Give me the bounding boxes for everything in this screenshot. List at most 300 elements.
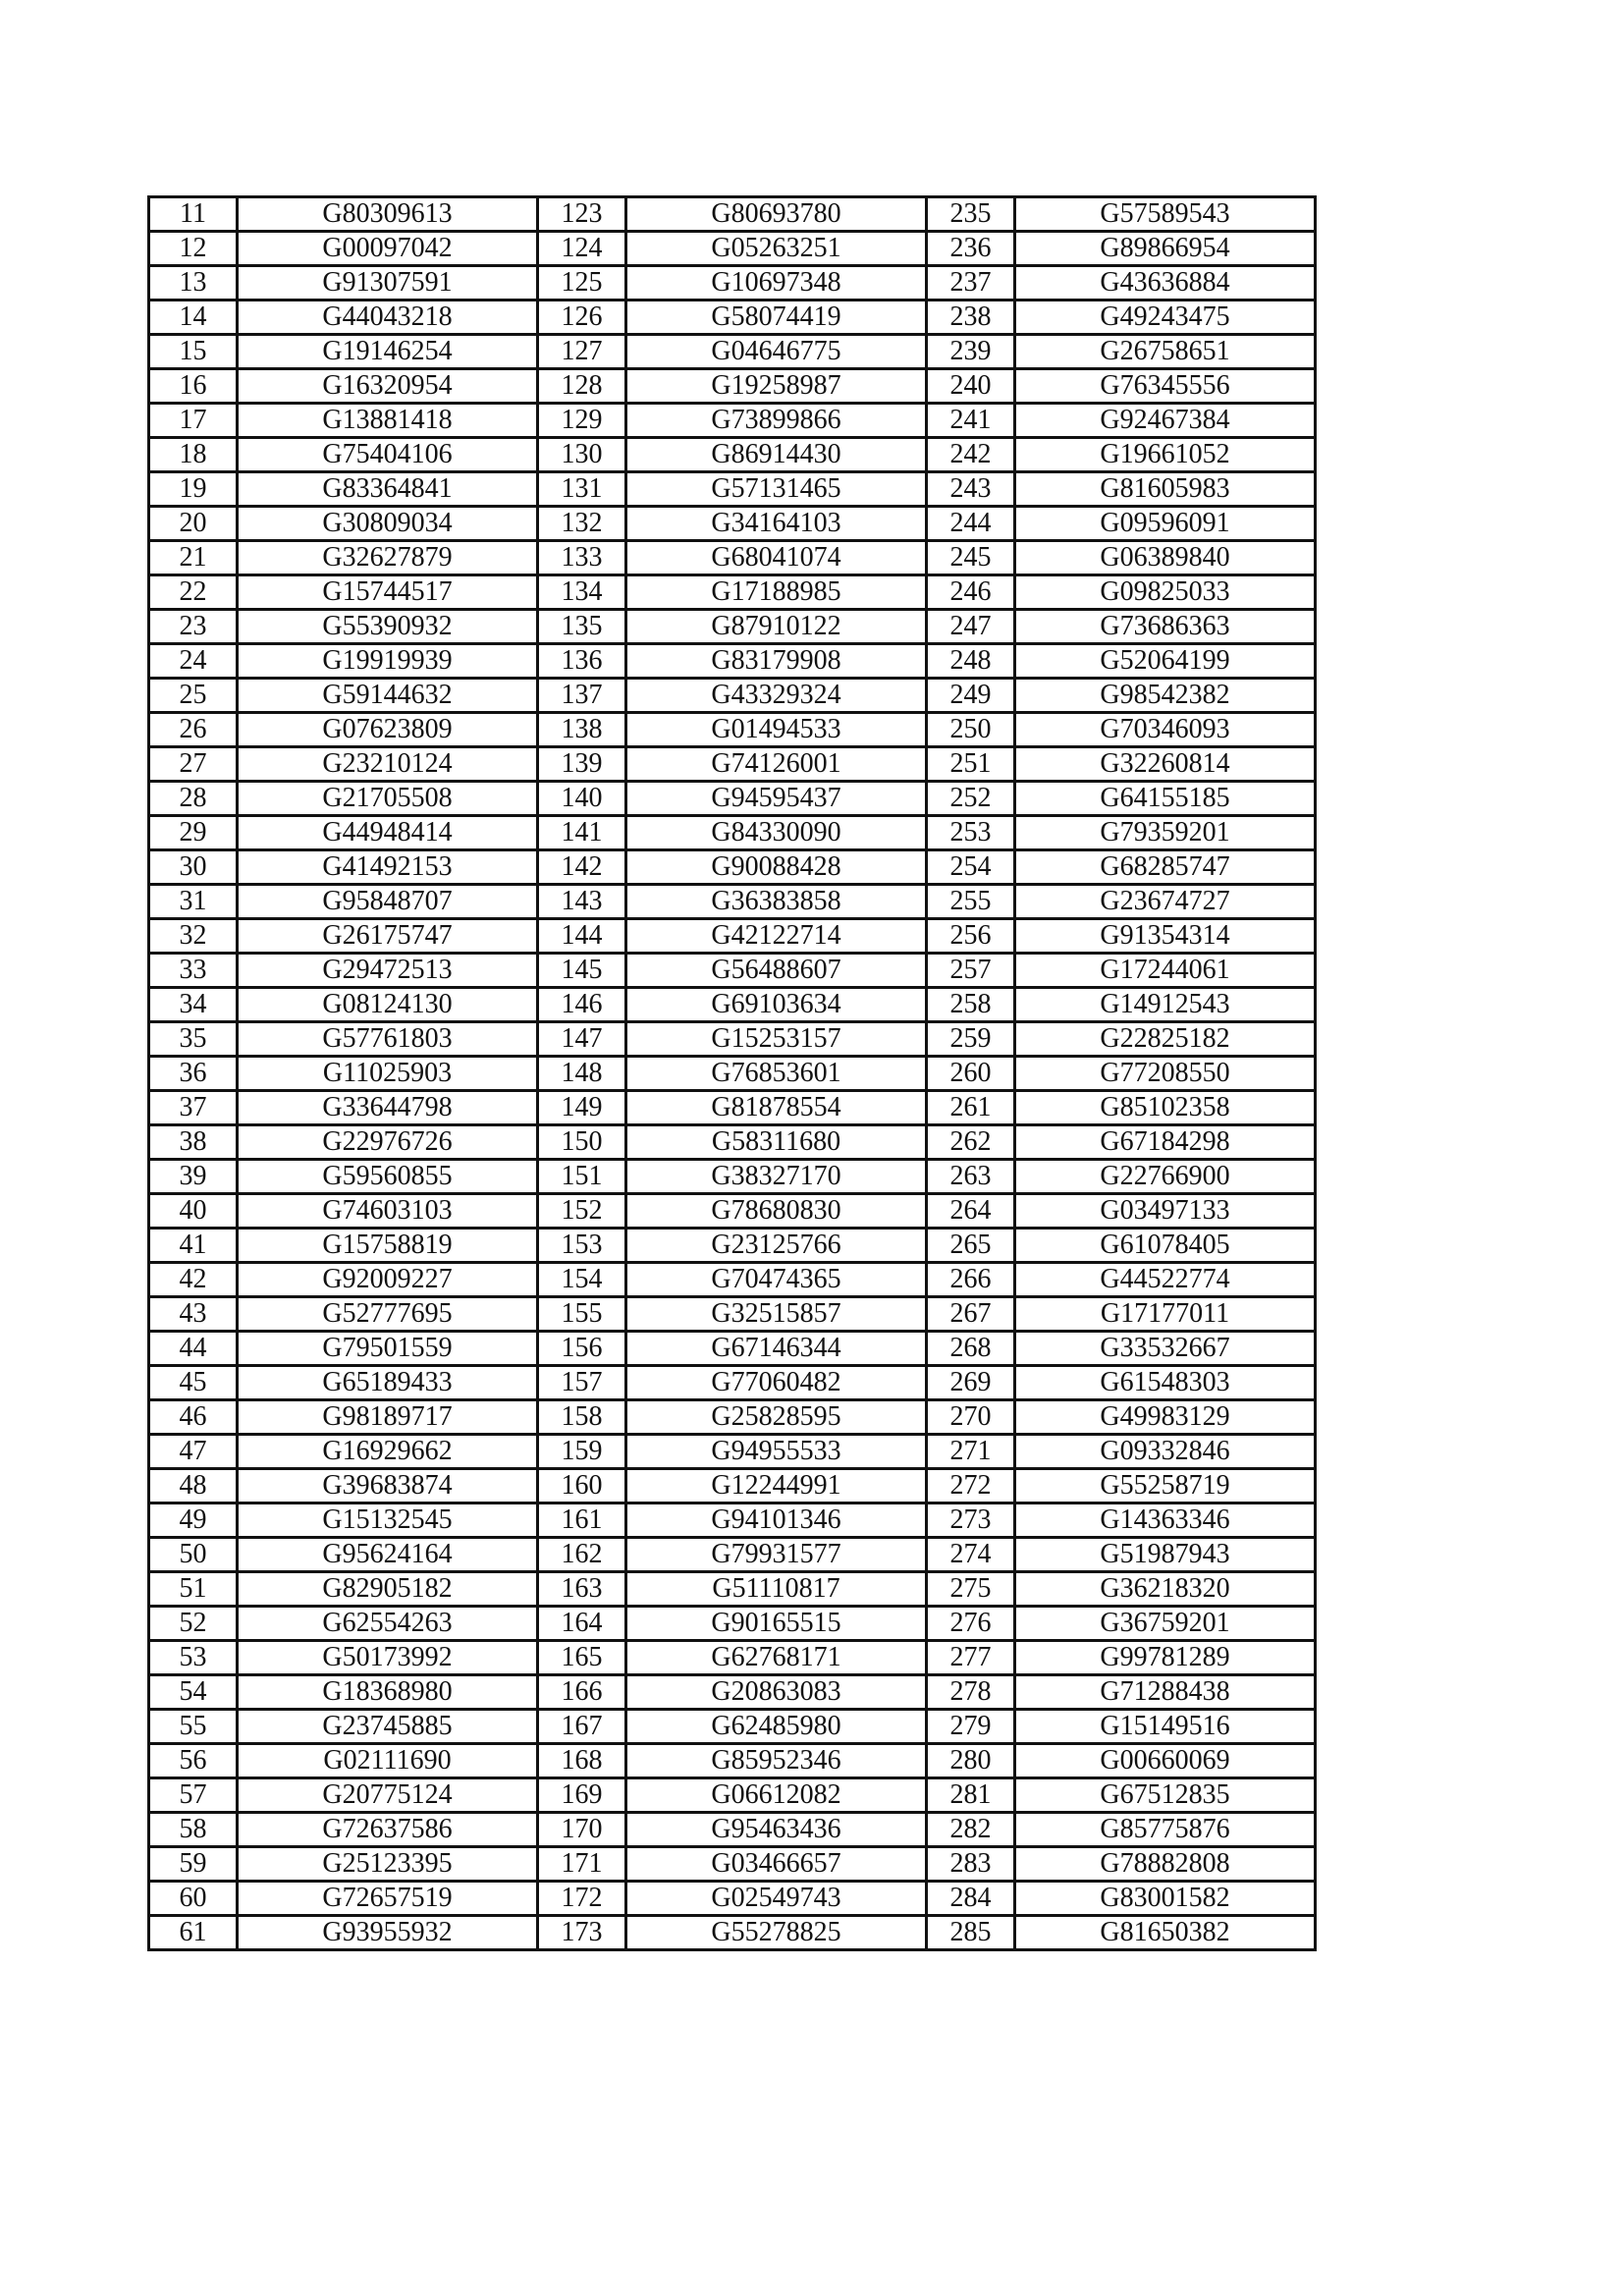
code-cell: G75404106	[238, 438, 538, 472]
serial-number-cell: 131	[538, 472, 626, 507]
table-row	[149, 1675, 1316, 1710]
serial-number-cell: 128	[538, 369, 626, 404]
code-cell: G18368980	[238, 1675, 538, 1710]
code-cell: G34164103	[626, 507, 927, 541]
code-cell: G09596091	[1015, 507, 1316, 541]
serial-number-cell: 53	[149, 1641, 238, 1675]
serial-number-cell: 139	[538, 747, 626, 782]
serial-number-cell: 242	[927, 438, 1015, 472]
code-cell: G16320954	[238, 369, 538, 404]
code-cell: G79359201	[1015, 816, 1316, 850]
code-cell: G23745885	[238, 1710, 538, 1744]
code-cell: G00660069	[1015, 1744, 1316, 1778]
serial-number-cell: 42	[149, 1263, 238, 1297]
table-row	[149, 232, 1316, 266]
serial-number-cell: 153	[538, 1229, 626, 1263]
code-cell: G91307591	[238, 266, 538, 301]
table-row	[149, 1744, 1316, 1778]
serial-number-cell: 45	[149, 1366, 238, 1400]
code-cell: G67146344	[626, 1332, 927, 1366]
serial-number-cell: 61	[149, 1916, 238, 1950]
code-cell: G62554263	[238, 1607, 538, 1641]
serial-number-cell: 127	[538, 335, 626, 369]
code-cell: G72637586	[238, 1813, 538, 1847]
serial-number-cell: 32	[149, 919, 238, 954]
code-cell: G22825182	[1015, 1022, 1316, 1057]
table-row	[149, 472, 1316, 507]
serial-number-cell: 240	[927, 369, 1015, 404]
serial-number-cell: 257	[927, 954, 1015, 988]
code-cell: G43329324	[626, 679, 927, 713]
serial-number-cell: 138	[538, 713, 626, 747]
code-cell: G72657519	[238, 1882, 538, 1916]
code-cell: G81650382	[1015, 1916, 1316, 1950]
code-cell: G04646775	[626, 335, 927, 369]
table-row	[149, 541, 1316, 575]
code-cell: G85102358	[1015, 1091, 1316, 1125]
code-cell: G86914430	[626, 438, 927, 472]
code-cell: G95848707	[238, 885, 538, 919]
table-row	[149, 644, 1316, 679]
code-cell: G10697348	[626, 266, 927, 301]
table-row	[149, 713, 1316, 747]
serial-number-cell: 279	[927, 1710, 1015, 1744]
serial-number-cell: 134	[538, 575, 626, 610]
code-cell: G55278825	[626, 1916, 927, 1950]
code-cell: G93955932	[238, 1916, 538, 1950]
serial-number-cell: 19	[149, 472, 238, 507]
code-cell: G62485980	[626, 1710, 927, 1744]
code-cell: G26758651	[1015, 335, 1316, 369]
serial-number-cell: 48	[149, 1469, 238, 1503]
code-cell: G36759201	[1015, 1607, 1316, 1641]
code-cell: G12244991	[626, 1469, 927, 1503]
code-cell: G19258987	[626, 369, 927, 404]
code-cell: G09825033	[1015, 575, 1316, 610]
serial-number-cell: 43	[149, 1297, 238, 1332]
code-cell: G79501559	[238, 1332, 538, 1366]
table-row	[149, 1538, 1316, 1572]
code-cell: G44948414	[238, 816, 538, 850]
serial-number-cell: 158	[538, 1400, 626, 1435]
code-cell: G59144632	[238, 679, 538, 713]
serial-number-cell: 149	[538, 1091, 626, 1125]
serial-number-cell: 54	[149, 1675, 238, 1710]
serial-number-cell: 135	[538, 610, 626, 644]
table-row	[149, 1813, 1316, 1847]
serial-number-cell: 273	[927, 1503, 1015, 1538]
code-cell: G08124130	[238, 988, 538, 1022]
serial-number-cell: 268	[927, 1332, 1015, 1366]
serial-number-cell: 41	[149, 1229, 238, 1263]
serial-number-cell: 259	[927, 1022, 1015, 1057]
serial-number-cell: 40	[149, 1194, 238, 1229]
code-cell: G23210124	[238, 747, 538, 782]
serial-number-cell: 130	[538, 438, 626, 472]
code-cell: G26175747	[238, 919, 538, 954]
serial-number-cell: 16	[149, 369, 238, 404]
table-row	[149, 747, 1316, 782]
serial-number-cell: 144	[538, 919, 626, 954]
code-cell: G74603103	[238, 1194, 538, 1229]
serial-number-cell: 22	[149, 575, 238, 610]
code-cell: G36218320	[1015, 1572, 1316, 1607]
serial-number-cell: 148	[538, 1057, 626, 1091]
table-row	[149, 266, 1316, 301]
code-cell: G90165515	[626, 1607, 927, 1641]
serial-number-cell: 152	[538, 1194, 626, 1229]
serial-number-cell: 142	[538, 850, 626, 885]
serial-number-cell: 129	[538, 404, 626, 438]
table-row	[149, 1469, 1316, 1503]
code-cell: G43636884	[1015, 266, 1316, 301]
table-row	[149, 1194, 1316, 1229]
code-cell: G94955533	[626, 1435, 927, 1469]
serial-number-cell: 26	[149, 713, 238, 747]
serial-number-cell: 147	[538, 1022, 626, 1057]
code-cell: G58074419	[626, 301, 927, 335]
table-row	[149, 1710, 1316, 1744]
code-cell: G25123395	[238, 1847, 538, 1882]
code-cell: G80309613	[238, 197, 538, 232]
serial-number-cell: 52	[149, 1607, 238, 1641]
code-cell: G15253157	[626, 1022, 927, 1057]
serial-number-cell: 235	[927, 197, 1015, 232]
serial-number-cell: 243	[927, 472, 1015, 507]
table-row	[149, 1297, 1316, 1332]
code-cell: G00097042	[238, 232, 538, 266]
serial-number-cell: 145	[538, 954, 626, 988]
table-row	[149, 575, 1316, 610]
code-cell: G61078405	[1015, 1229, 1316, 1263]
serial-number-cell: 124	[538, 232, 626, 266]
code-cell: G92009227	[238, 1263, 538, 1297]
serial-number-cell: 125	[538, 266, 626, 301]
code-cell: G16929662	[238, 1435, 538, 1469]
serial-number-cell: 51	[149, 1572, 238, 1607]
code-cell: G55390932	[238, 610, 538, 644]
serial-number-cell: 55	[149, 1710, 238, 1744]
serial-number-cell: 60	[149, 1882, 238, 1916]
code-cell: G94101346	[626, 1503, 927, 1538]
serial-number-cell: 275	[927, 1572, 1015, 1607]
serial-number-cell: 11	[149, 197, 238, 232]
serial-number-cell: 244	[927, 507, 1015, 541]
serial-number-cell: 36	[149, 1057, 238, 1091]
table-row	[149, 919, 1316, 954]
code-cell: G33532667	[1015, 1332, 1316, 1366]
serial-number-cell: 15	[149, 335, 238, 369]
table-body	[149, 197, 1316, 1950]
serial-number-cell: 237	[927, 266, 1015, 301]
code-cell: G44043218	[238, 301, 538, 335]
serial-number-cell: 251	[927, 747, 1015, 782]
serial-number-cell: 154	[538, 1263, 626, 1297]
table-row	[149, 1125, 1316, 1160]
serial-number-cell: 44	[149, 1332, 238, 1366]
code-cell: G09332846	[1015, 1435, 1316, 1469]
serial-number-cell: 167	[538, 1710, 626, 1744]
serial-number-cell: 164	[538, 1607, 626, 1641]
serial-number-cell: 21	[149, 541, 238, 575]
table-row	[149, 1607, 1316, 1641]
serial-number-cell: 284	[927, 1882, 1015, 1916]
serial-number-cell: 38	[149, 1125, 238, 1160]
code-cell: G74126001	[626, 747, 927, 782]
serial-number-cell: 283	[927, 1847, 1015, 1882]
code-cell: G58311680	[626, 1125, 927, 1160]
code-cell: G99781289	[1015, 1641, 1316, 1675]
code-cell: G57589543	[1015, 197, 1316, 232]
table-row	[149, 507, 1316, 541]
code-cell: G22976726	[238, 1125, 538, 1160]
serial-number-cell: 264	[927, 1194, 1015, 1229]
serial-number-cell: 249	[927, 679, 1015, 713]
serial-number-cell: 281	[927, 1778, 1015, 1813]
code-cell: G19661052	[1015, 438, 1316, 472]
code-cell: G25828595	[626, 1400, 927, 1435]
table-row	[149, 1847, 1316, 1882]
code-cell: G92467384	[1015, 404, 1316, 438]
serial-number-cell: 27	[149, 747, 238, 782]
code-cell: G15744517	[238, 575, 538, 610]
serial-number-cell: 258	[927, 988, 1015, 1022]
serial-number-cell: 33	[149, 954, 238, 988]
code-cell: G70346093	[1015, 713, 1316, 747]
serial-number-cell: 30	[149, 850, 238, 885]
code-cell: G23125766	[626, 1229, 927, 1263]
table-row	[149, 1572, 1316, 1607]
serial-number-cell: 253	[927, 816, 1015, 850]
serial-number-cell: 254	[927, 850, 1015, 885]
code-cell: G52064199	[1015, 644, 1316, 679]
code-cell: G64155185	[1015, 782, 1316, 816]
code-cell: G29472513	[238, 954, 538, 988]
code-cell: G49983129	[1015, 1400, 1316, 1435]
code-cell: G70474365	[626, 1263, 927, 1297]
serial-number-cell: 255	[927, 885, 1015, 919]
serial-number-cell: 271	[927, 1435, 1015, 1469]
serial-number-cell: 155	[538, 1297, 626, 1332]
code-cell: G83179908	[626, 644, 927, 679]
serial-number-cell: 262	[927, 1125, 1015, 1160]
code-cell: G55258719	[1015, 1469, 1316, 1503]
serial-number-cell: 47	[149, 1435, 238, 1469]
code-cell: G33644798	[238, 1091, 538, 1125]
code-cell: G79931577	[626, 1538, 927, 1572]
code-cell: G22766900	[1015, 1160, 1316, 1194]
code-cell: G41492153	[238, 850, 538, 885]
serial-number-cell: 17	[149, 404, 238, 438]
table-row	[149, 988, 1316, 1022]
code-cell: G68041074	[626, 541, 927, 575]
serial-number-cell: 263	[927, 1160, 1015, 1194]
table-row	[149, 1022, 1316, 1057]
table-row	[149, 1263, 1316, 1297]
serial-number-cell: 285	[927, 1916, 1015, 1950]
code-cell: G56488607	[626, 954, 927, 988]
code-cell: G19919939	[238, 644, 538, 679]
serial-number-cell: 34	[149, 988, 238, 1022]
code-cell: G49243475	[1015, 301, 1316, 335]
serial-number-cell: 274	[927, 1538, 1015, 1572]
serial-number-cell: 236	[927, 232, 1015, 266]
code-cell: G85775876	[1015, 1813, 1316, 1847]
code-cell: G50173992	[238, 1641, 538, 1675]
serial-number-cell: 166	[538, 1675, 626, 1710]
serial-number-cell: 245	[927, 541, 1015, 575]
code-cell: G36383858	[626, 885, 927, 919]
table-row	[149, 1091, 1316, 1125]
table-row	[149, 954, 1316, 988]
code-cell: G01494533	[626, 713, 927, 747]
code-cell: G32515857	[626, 1297, 927, 1332]
code-cell: G39683874	[238, 1469, 538, 1503]
table-row	[149, 404, 1316, 438]
serial-number-cell: 238	[927, 301, 1015, 335]
code-cell: G80693780	[626, 197, 927, 232]
serial-number-cell: 50	[149, 1538, 238, 1572]
serial-number-cell: 265	[927, 1229, 1015, 1263]
serial-number-cell: 252	[927, 782, 1015, 816]
serial-number-cell: 256	[927, 919, 1015, 954]
serial-number-cell: 248	[927, 644, 1015, 679]
serial-number-cell: 239	[927, 335, 1015, 369]
code-cell: G73899866	[626, 404, 927, 438]
code-cell: G17177011	[1015, 1297, 1316, 1332]
id-number-table-sheet	[147, 195, 1317, 1951]
serial-number-cell: 133	[538, 541, 626, 575]
serial-number-cell: 35	[149, 1022, 238, 1057]
serial-number-cell: 136	[538, 644, 626, 679]
serial-number-cell: 260	[927, 1057, 1015, 1091]
code-cell: G81605983	[1015, 472, 1316, 507]
code-cell: G67184298	[1015, 1125, 1316, 1160]
code-cell: G89866954	[1015, 232, 1316, 266]
table-row	[149, 885, 1316, 919]
table-row	[149, 438, 1316, 472]
serial-number-cell: 25	[149, 679, 238, 713]
table-row	[149, 369, 1316, 404]
code-cell: G98189717	[238, 1400, 538, 1435]
code-cell: G77208550	[1015, 1057, 1316, 1091]
code-cell: G95624164	[238, 1538, 538, 1572]
table-row	[149, 1160, 1316, 1194]
table-row	[149, 1882, 1316, 1916]
serial-number-cell: 241	[927, 404, 1015, 438]
code-cell: G62768171	[626, 1641, 927, 1675]
serial-number-cell: 29	[149, 816, 238, 850]
table-row	[149, 1503, 1316, 1538]
code-cell: G30809034	[238, 507, 538, 541]
serial-number-cell: 57	[149, 1778, 238, 1813]
code-cell: G32260814	[1015, 747, 1316, 782]
code-cell: G61548303	[1015, 1366, 1316, 1400]
code-cell: G69103634	[626, 988, 927, 1022]
code-cell: G98542382	[1015, 679, 1316, 713]
code-cell: G85952346	[626, 1744, 927, 1778]
table-row	[149, 610, 1316, 644]
serial-number-cell: 146	[538, 988, 626, 1022]
serial-number-cell: 272	[927, 1469, 1015, 1503]
code-cell: G20863083	[626, 1675, 927, 1710]
code-cell: G15149516	[1015, 1710, 1316, 1744]
code-cell: G51110817	[626, 1572, 927, 1607]
code-cell: G06612082	[626, 1778, 927, 1813]
serial-number-cell: 39	[149, 1160, 238, 1194]
serial-number-cell: 162	[538, 1538, 626, 1572]
code-cell: G83364841	[238, 472, 538, 507]
code-cell: G57761803	[238, 1022, 538, 1057]
serial-number-cell: 132	[538, 507, 626, 541]
code-cell: G38327170	[626, 1160, 927, 1194]
code-cell: G83001582	[1015, 1882, 1316, 1916]
serial-number-cell: 143	[538, 885, 626, 919]
table-row	[149, 782, 1316, 816]
code-cell: G91354314	[1015, 919, 1316, 954]
code-cell: G94595437	[626, 782, 927, 816]
code-cell: G84330090	[626, 816, 927, 850]
code-cell: G73686363	[1015, 610, 1316, 644]
serial-number-cell: 126	[538, 301, 626, 335]
code-cell: G05263251	[626, 232, 927, 266]
table-row	[149, 335, 1316, 369]
code-cell: G76345556	[1015, 369, 1316, 404]
code-cell: G76853601	[626, 1057, 927, 1091]
code-cell: G15132545	[238, 1503, 538, 1538]
code-cell: G13881418	[238, 404, 538, 438]
code-cell: G03466657	[626, 1847, 927, 1882]
serial-number-cell: 24	[149, 644, 238, 679]
table-row	[149, 1057, 1316, 1091]
code-cell: G15758819	[238, 1229, 538, 1263]
serial-number-cell: 157	[538, 1366, 626, 1400]
code-cell: G90088428	[626, 850, 927, 885]
serial-number-cell: 13	[149, 266, 238, 301]
code-cell: G68285747	[1015, 850, 1316, 885]
serial-number-cell: 278	[927, 1675, 1015, 1710]
code-cell: G78680830	[626, 1194, 927, 1229]
table-row	[149, 1435, 1316, 1469]
code-cell: G44522774	[1015, 1263, 1316, 1297]
code-cell: G23674727	[1015, 885, 1316, 919]
code-cell: G42122714	[626, 919, 927, 954]
code-cell: G82905182	[238, 1572, 538, 1607]
serial-number-cell: 46	[149, 1400, 238, 1435]
serial-number-cell: 141	[538, 816, 626, 850]
serial-number-cell: 276	[927, 1607, 1015, 1641]
code-cell: G78882808	[1015, 1847, 1316, 1882]
code-cell: G19146254	[238, 335, 538, 369]
code-cell: G14363346	[1015, 1503, 1316, 1538]
serial-number-cell: 269	[927, 1366, 1015, 1400]
serial-number-cell: 56	[149, 1744, 238, 1778]
code-cell: G02111690	[238, 1744, 538, 1778]
code-cell: G21705508	[238, 782, 538, 816]
serial-number-cell: 12	[149, 232, 238, 266]
code-cell: G17244061	[1015, 954, 1316, 988]
code-cell: G07623809	[238, 713, 538, 747]
serial-number-cell: 159	[538, 1435, 626, 1469]
table-row	[149, 679, 1316, 713]
code-cell: G52777695	[238, 1297, 538, 1332]
serial-number-cell: 172	[538, 1882, 626, 1916]
serial-number-cell: 161	[538, 1503, 626, 1538]
serial-number-cell: 163	[538, 1572, 626, 1607]
serial-number-cell: 266	[927, 1263, 1015, 1297]
code-cell: G17188985	[626, 575, 927, 610]
table-row	[149, 301, 1316, 335]
